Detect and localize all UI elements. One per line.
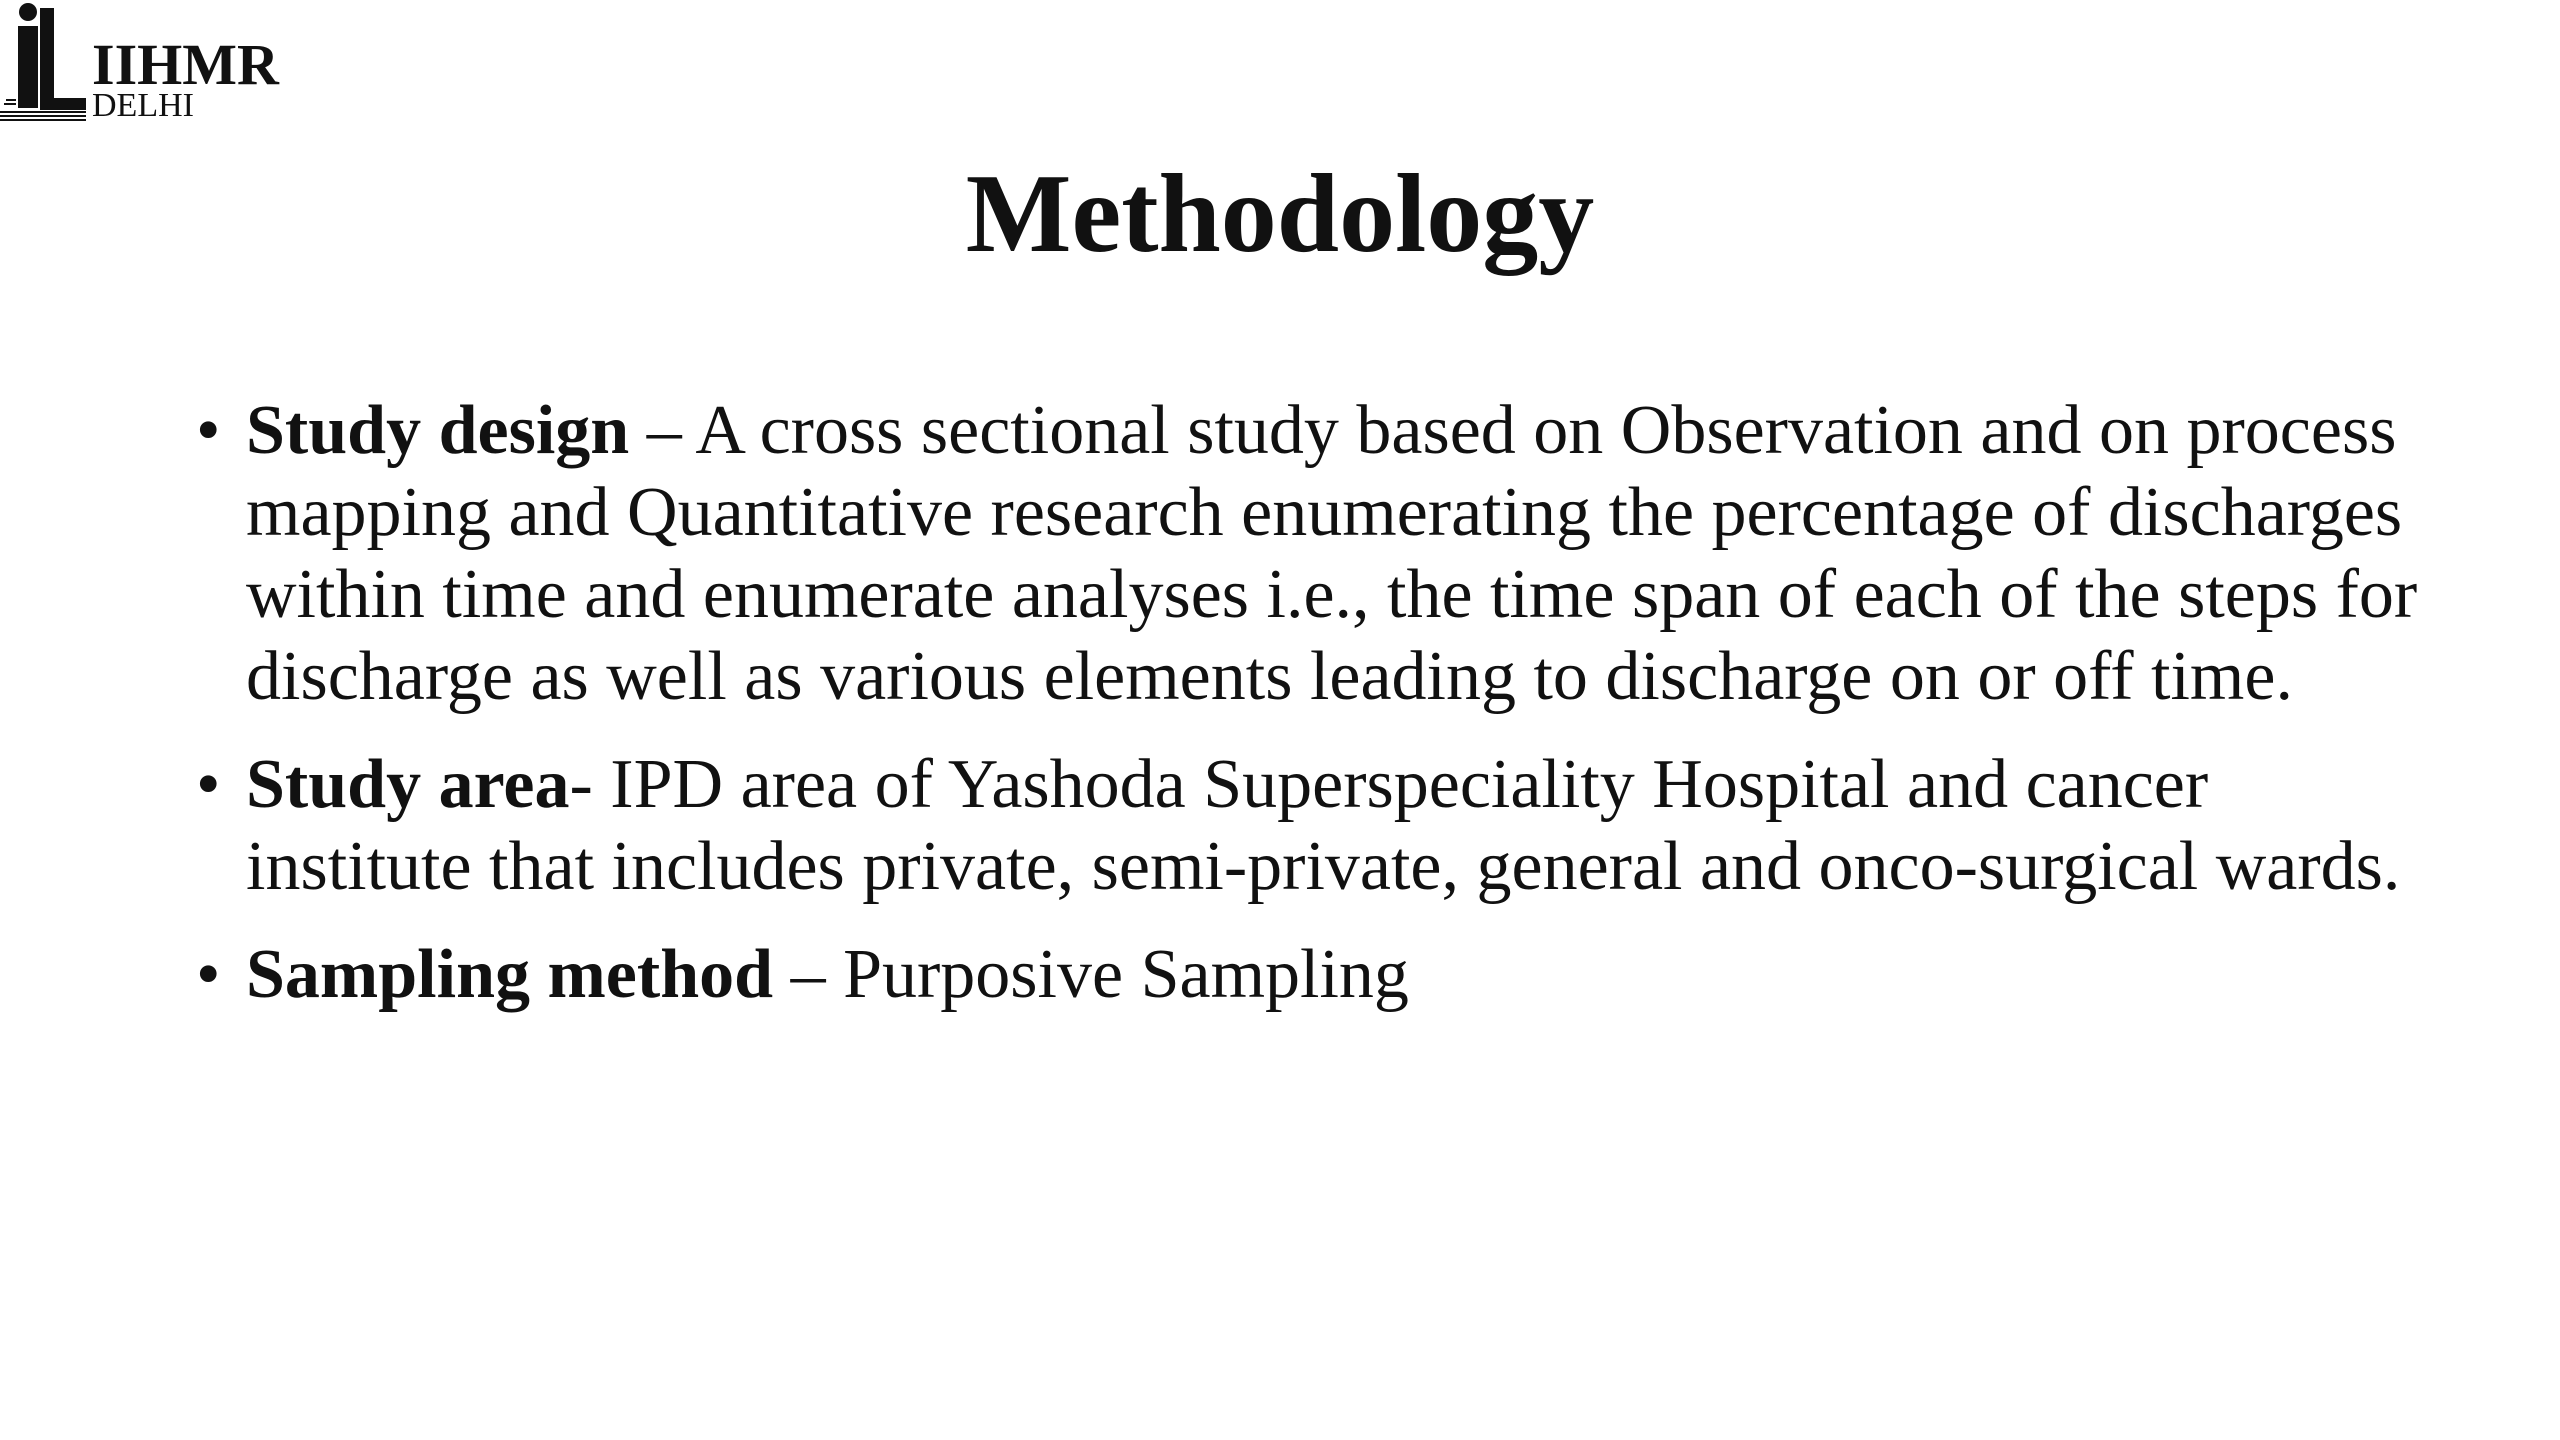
bullet-marker: •: [196, 746, 221, 823]
bullet-text: A cross sectional study based on Observation and on process mapping and Quantitative research enumerating the percentage of discharges within time and enumerate analyses i.e., the time span of each of the steps for discharge as well as various elements leading to discharge on or off time.: [246, 392, 2418, 715]
bullet-list: [190, 390, 2420, 1042]
bullet-separator: –: [773, 936, 844, 1013]
slide-title: Methodology: [965, 152, 1595, 276]
iihmr-logo: [0, 0, 279, 124]
bullet-item-sampling-method: [190, 934, 2420, 1016]
bullet-marker: •: [196, 392, 221, 469]
bullet-term: Study design: [246, 392, 630, 469]
logo-subname: DELHI: [92, 87, 194, 124]
bullet-separator: -: [569, 746, 611, 823]
bullet-separator: –: [629, 392, 696, 469]
logo-name: IIHMR: [92, 32, 279, 97]
bullet-text: IPD area of Yashoda Superspeciality Hospital and cancer institute that includes private, semi-private, general and onco-surgical wards.: [246, 746, 2401, 905]
bullet-text: Purposive Sampling: [843, 936, 1409, 1013]
bullet-item-study-design: [190, 390, 2420, 718]
bullet-marker: •: [196, 936, 221, 1013]
bullet-term: Sampling method: [246, 936, 774, 1013]
bullet-term: Study area: [246, 746, 570, 823]
bullet-item-study-area: [190, 744, 2420, 908]
